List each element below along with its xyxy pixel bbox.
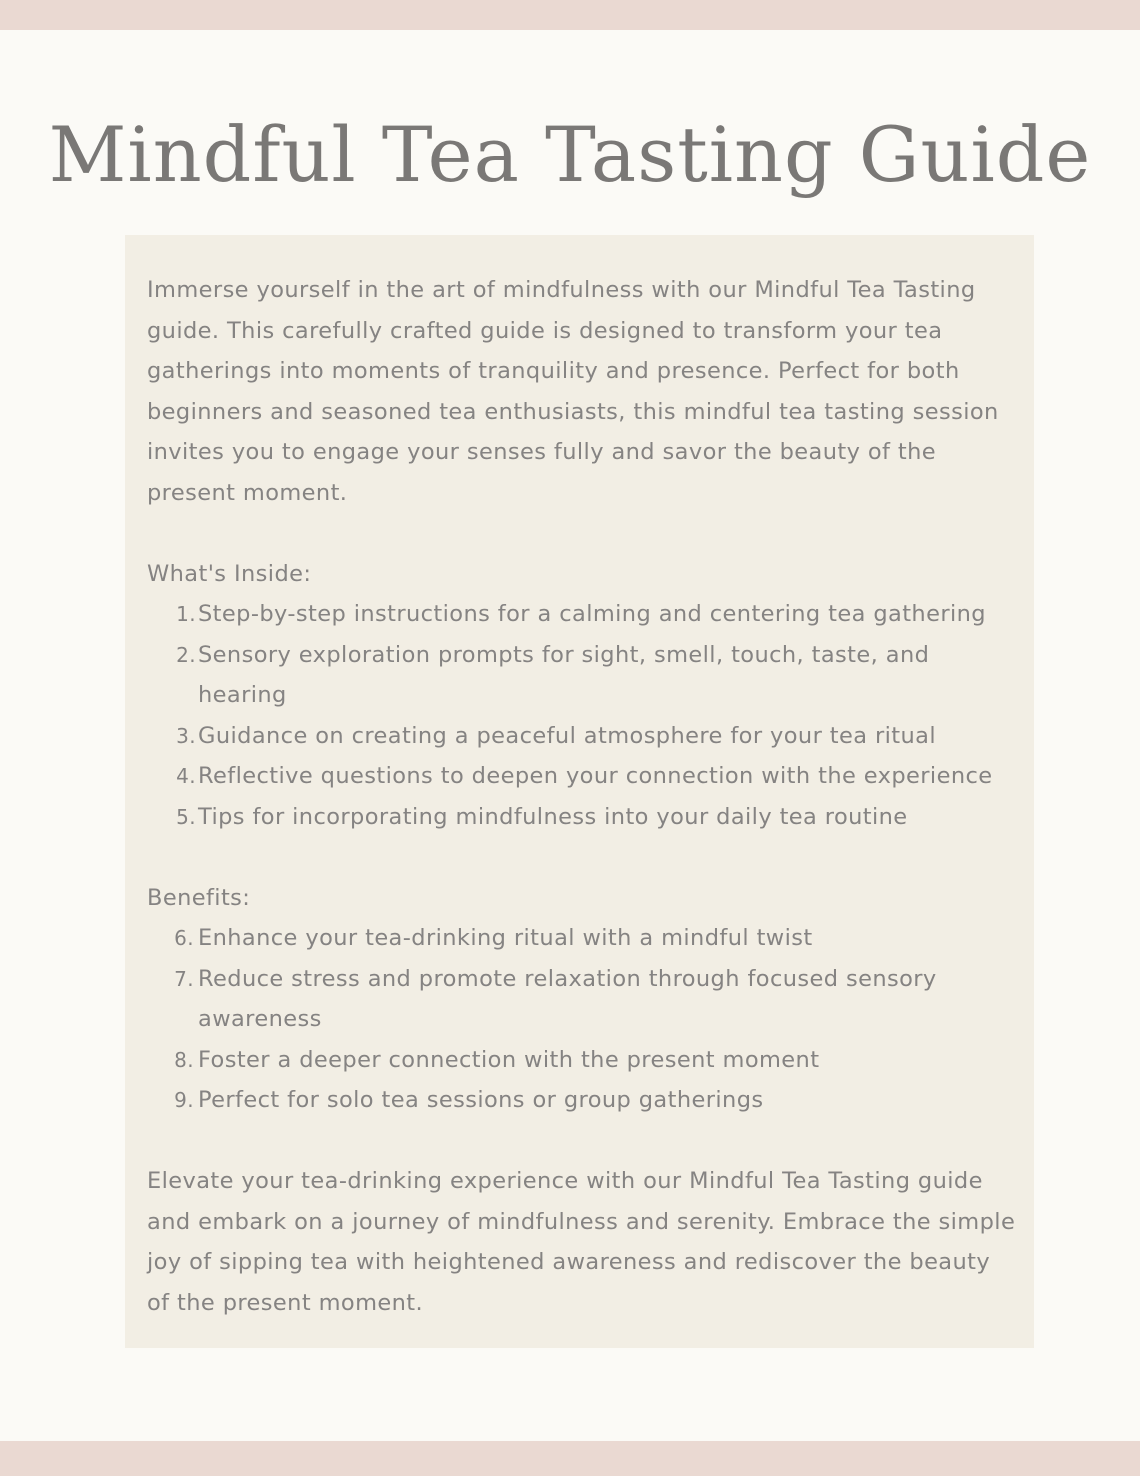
list-item-text: Foster a deeper connection with the present moment (198, 1046, 820, 1073)
list-item (147, 797, 1017, 838)
list-item-number: 4. (176, 764, 196, 788)
spacer (147, 513, 1017, 554)
list-item-number: 1. (176, 602, 196, 626)
list-item-text: Reduce stress and promote relaxation through focused sensory awareness (198, 965, 937, 1032)
list-item-number: 5. (176, 804, 196, 829)
spacer (147, 837, 1017, 878)
benefits-list (147, 918, 1017, 1121)
whats-inside-heading: What's Inside: (147, 560, 312, 587)
list-item-text: Perfect for solo tea sessions or group gatherings (198, 1087, 764, 1113)
list-item-number: 9. (174, 1088, 194, 1112)
list-item (147, 635, 1017, 716)
list-item (147, 594, 1017, 635)
list-item (147, 756, 1017, 797)
list-item (147, 959, 1017, 1040)
list-item-number: 2. (176, 642, 196, 667)
top-border-band (0, 0, 1140, 30)
intro-paragraph: Immerse yourself in the art of mindfulness with our Mindful Tea Tasting guide. This carefully crafted guide is designed to transform your tea gatherings into moments of tranquility and presence. Perfect for both beginners and seasoned tea enthusiasts, this mindful tea tasting session invites you to engage your senses fully and savor the beauty of the present moment. (147, 277, 999, 506)
list-item-text: Reflective questions to deepen your connection with the experience (198, 763, 993, 789)
closing-paragraph: Elevate your tea-drinking experience with our Mindful Tea Tasting guide and embark on a journey of mindfulness and serenity. Embrace the simple joy of sipping tea with heightened awareness and rediscover the beauty of the present moment. (147, 1168, 1016, 1316)
list-item (147, 1080, 1017, 1121)
list-item (147, 918, 1017, 959)
list-item-text: Guidance on creating a peaceful atmosphere for your tea ritual (198, 722, 937, 749)
list-item-number: 3. (176, 723, 196, 748)
list-item-number: 8. (174, 1047, 194, 1072)
list-item-text: Tips for incorporating mindfulness into your daily tea routine (198, 803, 908, 830)
list-item (147, 1040, 1017, 1081)
page-title: Mindful Tea Tasting Guide (48, 110, 1092, 199)
list-item-number: 7. (174, 966, 194, 991)
list-item-text: Sensory exploration prompts for sight, smell, touch, taste, and hearing (198, 641, 930, 708)
list-item-number: 6. (174, 926, 194, 950)
list-item-text: Step-by-step instructions for a calming and centering tea gathering (198, 601, 986, 627)
spacer (147, 1121, 1017, 1162)
list-item-text: Enhance your tea-drinking ritual with a mindful twist (198, 925, 813, 951)
guide-body (147, 270, 1017, 1323)
list-item (147, 716, 1017, 757)
benefits-heading: Benefits: (147, 884, 251, 911)
bottom-border-band (0, 1441, 1140, 1476)
whats-inside-list (147, 594, 1017, 837)
